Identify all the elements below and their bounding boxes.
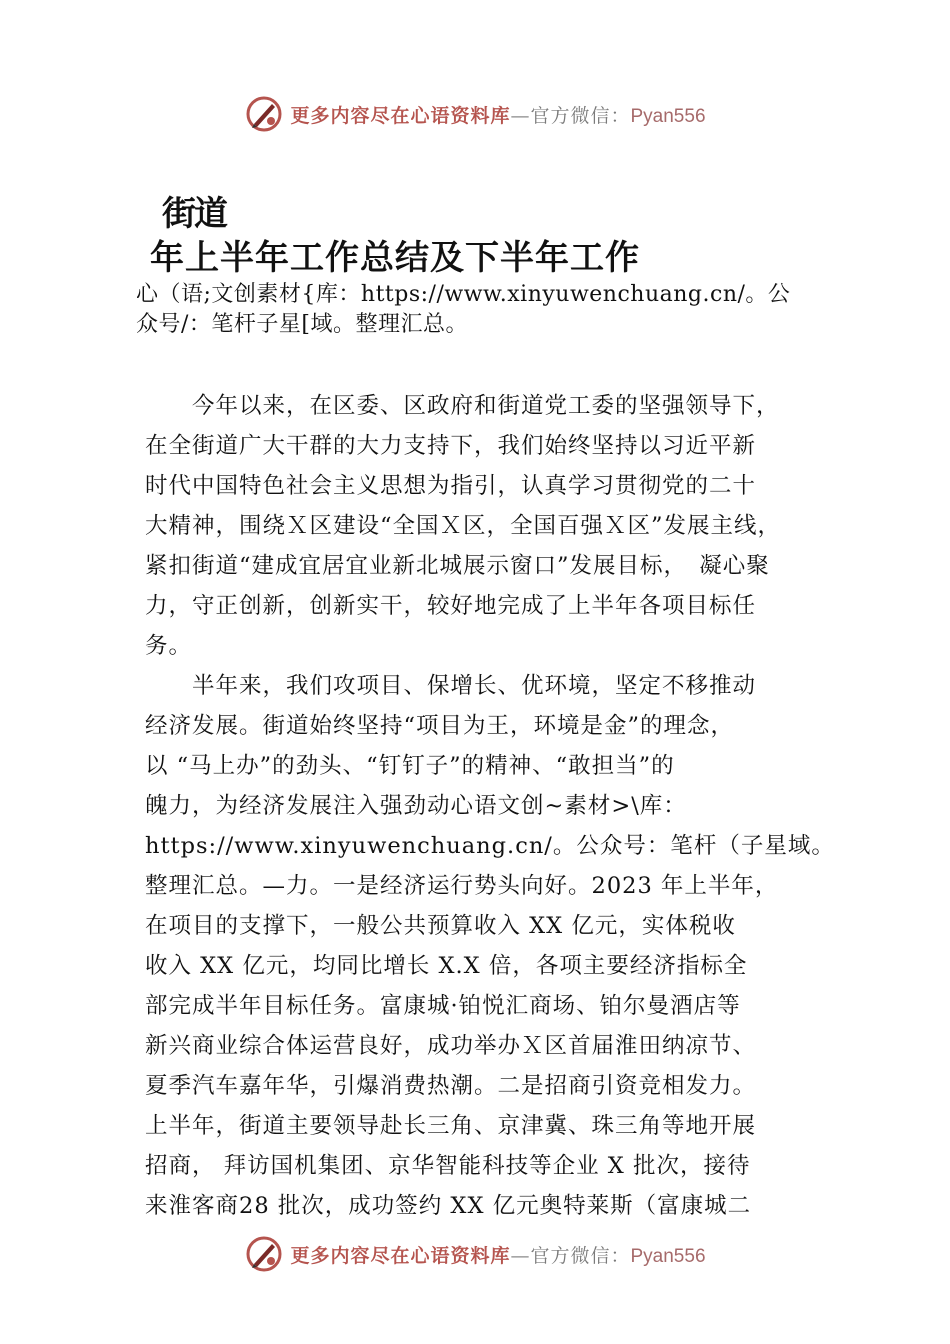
pen-logo-icon [244, 94, 284, 134]
body-line: 新兴商业综合体运营良好，成功举办Ｘ区首届淮田纳凉节、 [145, 1033, 757, 1059]
source-note-line: 众号/：笔杆子星[域。整理汇总。 [136, 312, 468, 337]
body-line: 在项目的支撑下，一般公共预算收入 XX 亿元，实体税收 [145, 913, 736, 939]
body-line: 整理汇总。—力。一是经济运行势头向好。2023 年上半年， [145, 873, 779, 899]
body-line: 以 “马上办”的劲头、“钉钉子”的精神、“敢担当”的 [145, 753, 675, 779]
body-line: 大精神，围绕Ｘ区建设“全国Ｘ区，全国百强Ｘ区”发展主线， [145, 513, 782, 539]
body-line: 半年来，我们攻项目、保增长、优环境，坚定不移推动 [145, 673, 757, 699]
document-title-line2: 年上半年工作总结及下半年工作 [150, 238, 640, 278]
body-line: 来淮客商28 批次，成功签约 XX 亿元奥特莱斯（富康城二 [145, 1193, 752, 1219]
document-title-line1: 街道 [162, 194, 226, 234]
body-line: 务。 [145, 633, 193, 659]
body-line: 招商， 拜访国机集团、京华智能科技等企业 X 批次，接待 [145, 1153, 751, 1179]
source-note [136, 280, 836, 340]
pen-logo-icon [244, 1234, 284, 1274]
body-line: 魄力，为经济发展注入强劲动心语文创~素材>\库： [145, 793, 687, 819]
body-line: 上半年，街道主要领导赴长三角、京津冀、珠三角等地开展 [145, 1113, 757, 1139]
banner-text: 更多内容尽在心语资料库—官方微信：Pyan556 [290, 104, 706, 127]
body-line: 经济发展。街道始终坚持“项目为王，环境是金”的理念， [145, 713, 735, 739]
body-line: 今年以来，在区委、区政府和街道党工委的坚强领导下， [145, 393, 780, 419]
body-line: https://www.xinyuwenchuang.cn/。公众号：笔杆（子星域。 [145, 833, 835, 859]
banner-text: 更多内容尽在心语资料库—官方微信：Pyan556 [290, 1244, 706, 1267]
document-body [145, 386, 835, 1226]
body-line: 力，守正创新，创新实干，较好地完成了上半年各项目标任 [145, 593, 757, 619]
header-banner [0, 92, 950, 136]
body-line: 紧扣街道“建成宜居宜业新北城展示窗口”发展目标， 凝心聚 [145, 553, 770, 579]
body-line: 夏季汽车嘉年华，引爆消费热潮。二是招商引资竞相发力。 [145, 1073, 757, 1099]
body-line: 时代中国特色社会主义思想为指引，认真学习贯彻党的二十 [145, 473, 757, 499]
body-line: 部完成半年目标任务。富康城·铂悦汇商场、铂尔曼酒店等 [145, 993, 741, 1019]
source-note-line: 心（语;文创素材{库：https://www.xinyuwenchuang.cn/。公 [136, 282, 791, 307]
body-line: 收入 XX 亿元，均同比增长 X.X 倍，各项主要经济指标全 [145, 953, 748, 979]
footer-banner [0, 1232, 950, 1276]
body-line: 在全街道广大干群的大力支持下，我们始终坚持以习近平新 [145, 433, 757, 459]
